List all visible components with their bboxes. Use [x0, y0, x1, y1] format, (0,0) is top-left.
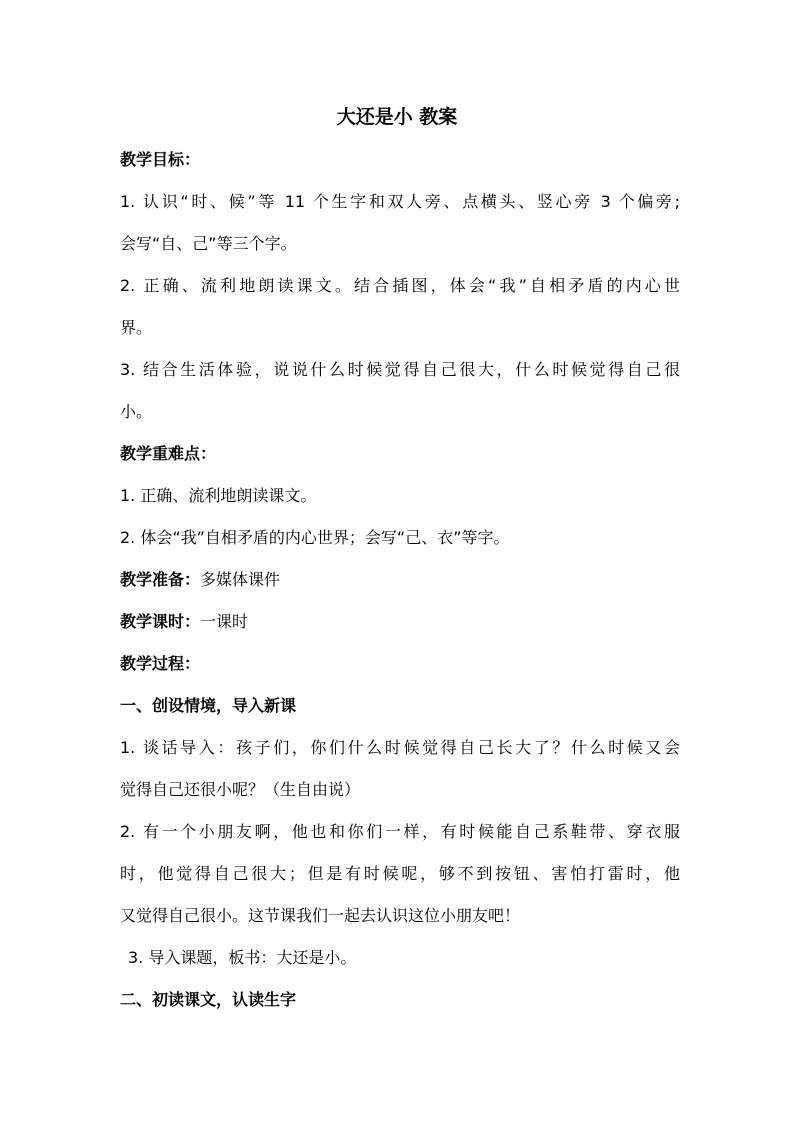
process-heading: 教学过程：	[120, 654, 201, 673]
class-hours-value: 一课时	[200, 612, 249, 631]
section-2-heading: 二、初读课文，认读生字	[120, 990, 297, 1009]
section-1-paragraph-1-line-1: 1. 谈话导入：孩子们，你们什么时候觉得自己长大了？什么时候又会	[120, 738, 680, 757]
preparation-label: 教学准备：	[120, 570, 201, 589]
document-title: 大还是小 教案	[336, 106, 458, 128]
section-1-paragraph-1-line-2: 觉得自己还很小呢？（生自由说）	[120, 780, 361, 799]
goal-3-line-2: 小。	[120, 402, 153, 421]
section-1-paragraph-3: 3. 导入课题，板书：大还是小。	[128, 948, 357, 967]
key-point-1: 1. 正确、流利地朗读课文。	[120, 486, 317, 505]
class-hours-line	[120, 609, 680, 635]
preparation-line	[120, 567, 680, 593]
goal-1-line-2: 会写“自、己”等三个字。	[120, 234, 297, 253]
goal-3-line-1: 3. 结合生活体验，说说什么时候觉得自己很大，什么时候觉得自己很	[120, 360, 680, 379]
goal-2-line-2: 界。	[120, 318, 153, 337]
goal-2-line-1: 2. 正确、流利地朗读课文。结合插图，体会“我”自相矛盾的内心世	[120, 276, 680, 295]
key-points-heading: 教学重难点：	[120, 444, 217, 463]
key-point-2: 2. 体会“我”自相矛盾的内心世界；会写“己、衣”等字。	[120, 528, 510, 547]
section-1-paragraph-2-line-2: 时，他觉得自己很大；但是有时候呢，够不到按钮、害怕打雷时，他	[120, 864, 680, 883]
goals-heading: 教学目标：	[120, 150, 201, 169]
section-1-paragraph-2-line-1: 2. 有一个小朋友啊，他也和你们一样，有时候能自己系鞋带、穿衣服	[120, 822, 680, 841]
class-hours-label: 教学课时：	[120, 612, 201, 631]
section-1-heading: 一、创设情境，导入新课	[120, 696, 297, 715]
goal-1-line-1: 1. 认识“时、候”等 11 个生字和双人旁、点横头、竖心旁 3 个偏旁;	[120, 192, 680, 211]
preparation-value: 多媒体课件	[200, 570, 281, 589]
section-1-paragraph-2-line-3: 又觉得自己很小。这节课我们一起去认识这位小朋友吧！	[120, 906, 521, 925]
